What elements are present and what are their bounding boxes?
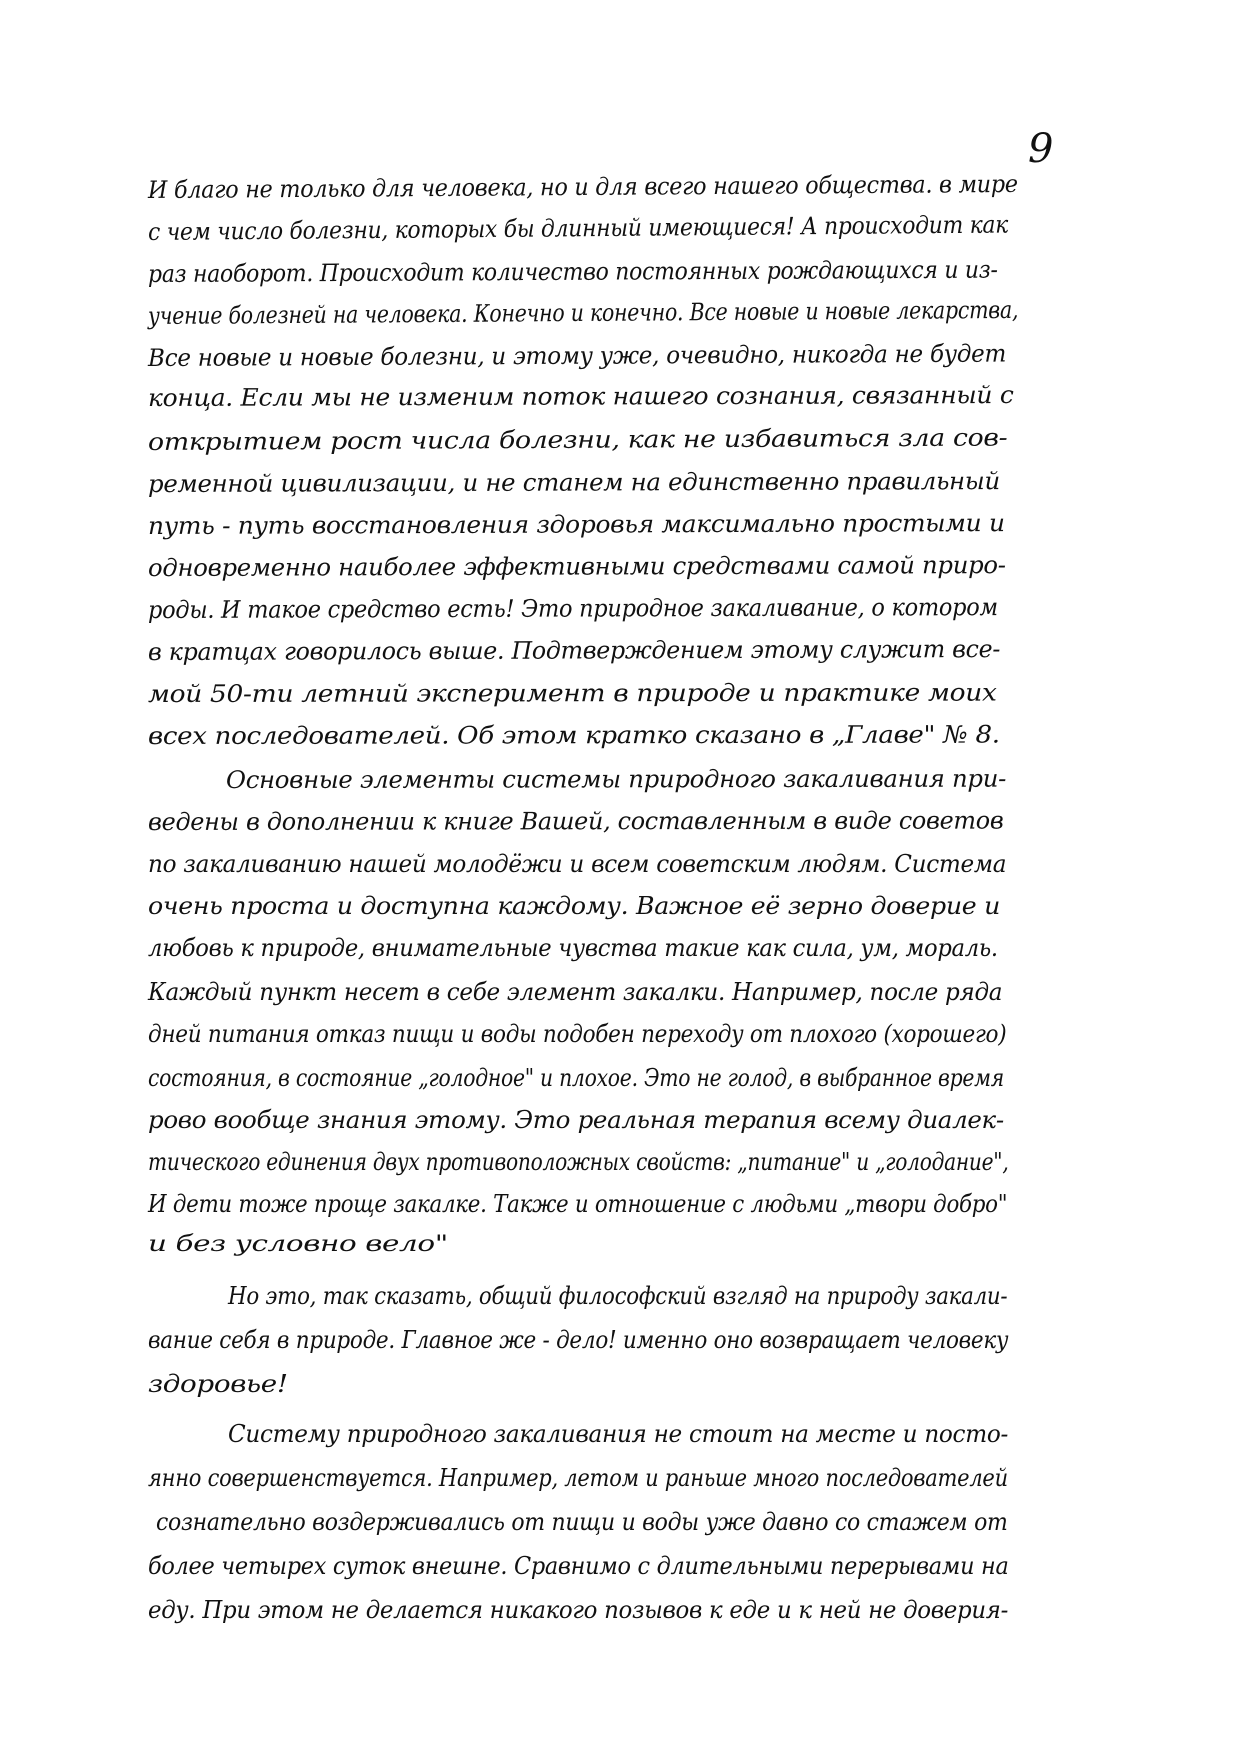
handwritten-line: янно совершенствуется. Например, летом и раньше много последователей — [148, 1464, 1008, 1492]
handwritten-line: Основные элементы системы природного закаливания при- — [225, 764, 1007, 794]
handwritten-line: более четырех суток внешне. Сравнимо с длительными перерывами на — [148, 1552, 1009, 1580]
handwritten-line: Каждый пункт несет в себе элемент закалки. Например, после ряда — [148, 978, 1003, 1006]
handwritten-line: любовь к природе, внимательные чувства такие как сила, ум, мораль. — [148, 934, 998, 962]
handwritten-line: ременной цивилизации, и не станем на единственно правильный — [147, 467, 1000, 498]
handwritten-line: вание себя в природе. Главное же - дело! именно оно возвращает человеку — [148, 1326, 1009, 1354]
handwritten-line: путь - путь восстановления здоровья максимально простыми и — [147, 509, 1005, 540]
handwritten-line: роды. И такое средство есть! Это природное закаливание, о котором — [147, 593, 998, 624]
handwritten-line: одновременно наиболее эффективными средствами самой приро- — [147, 551, 1006, 582]
handwritten-line: и без условно вело" — [148, 1232, 448, 1257]
handwritten-line: Но это, так сказать, общий философский взгляд на природу закали- — [228, 1282, 1008, 1310]
handwritten-line: сознательно воздерживались от пищи и воды уже давно со стажем от — [156, 1508, 1008, 1536]
handwritten-line: дней питания отказ пищи и воды подобен переходу от плохого (хорошего) — [148, 1020, 1007, 1048]
handwritten-line: еду. При этом не делается никакого позывов к еде и к ней не доверия- — [148, 1596, 1009, 1624]
handwritten-line: Систему природного закаливания не стоит на месте и посто- — [228, 1420, 1008, 1448]
page-number: 9 — [1028, 126, 1054, 172]
handwritten-line: состояния, в состояние „голодное" и плохое. Это не голод, в выбранное время — [148, 1064, 1004, 1092]
handwritten-line: здоровье! — [148, 1370, 288, 1398]
handwritten-line: ведены в дополнении к книге Вашей, составленным в виде советов — [147, 806, 1004, 836]
handwritten-line: конца. Если мы не изменим поток нашего сознания, связанный с — [147, 380, 1014, 412]
handwritten-line: мой 50-ти летний эксперимент в природе и практике моих — [147, 678, 997, 708]
handwritten-line: И благо не только для человека, но и для всего нашего общества. в мире — [147, 169, 1018, 204]
handwritten-line: И дети тоже проще закалке. Также и отношение с людьми „твори добро" — [148, 1190, 1008, 1218]
handwritten-line: очень проста и доступна каждому. Важное её зерно доверие и — [148, 892, 1001, 920]
handwritten-line: по закаливанию нашей молодёжи и всем советским людям. Система — [148, 850, 1007, 878]
handwritten-line: с чем число болезни, которых бы длинный имеющиеся! А происходит как — [147, 210, 1009, 246]
handwritten-line: рово вообще знания этому. Это реальная терапия всему диалек- — [148, 1106, 1004, 1134]
handwritten-line: учение болезней на человека. Конечно и конечно. Все новые и новые лекарства, — [147, 295, 1019, 330]
handwritten-line: тического единения двух противоположных свойств: „питание" и „голодание", — [148, 1148, 1009, 1176]
handwritten-line: открытием рост числа болезни, как не избавиться зла сов- — [147, 423, 1008, 456]
handwritten-line: раз наоборот. Происходит количество постоянных рождающихся и из- — [147, 255, 998, 288]
handwritten-line: всех последователей. Об этом кратко сказано в „Главе" № 8. — [147, 720, 1000, 750]
handwritten-line: в кратцах говорилось выше. Подтверждением этому служит все- — [147, 635, 1001, 666]
handwritten-line: Все новые и новые болезни, и этому уже, очевидно, никогда не будет — [147, 339, 1007, 372]
